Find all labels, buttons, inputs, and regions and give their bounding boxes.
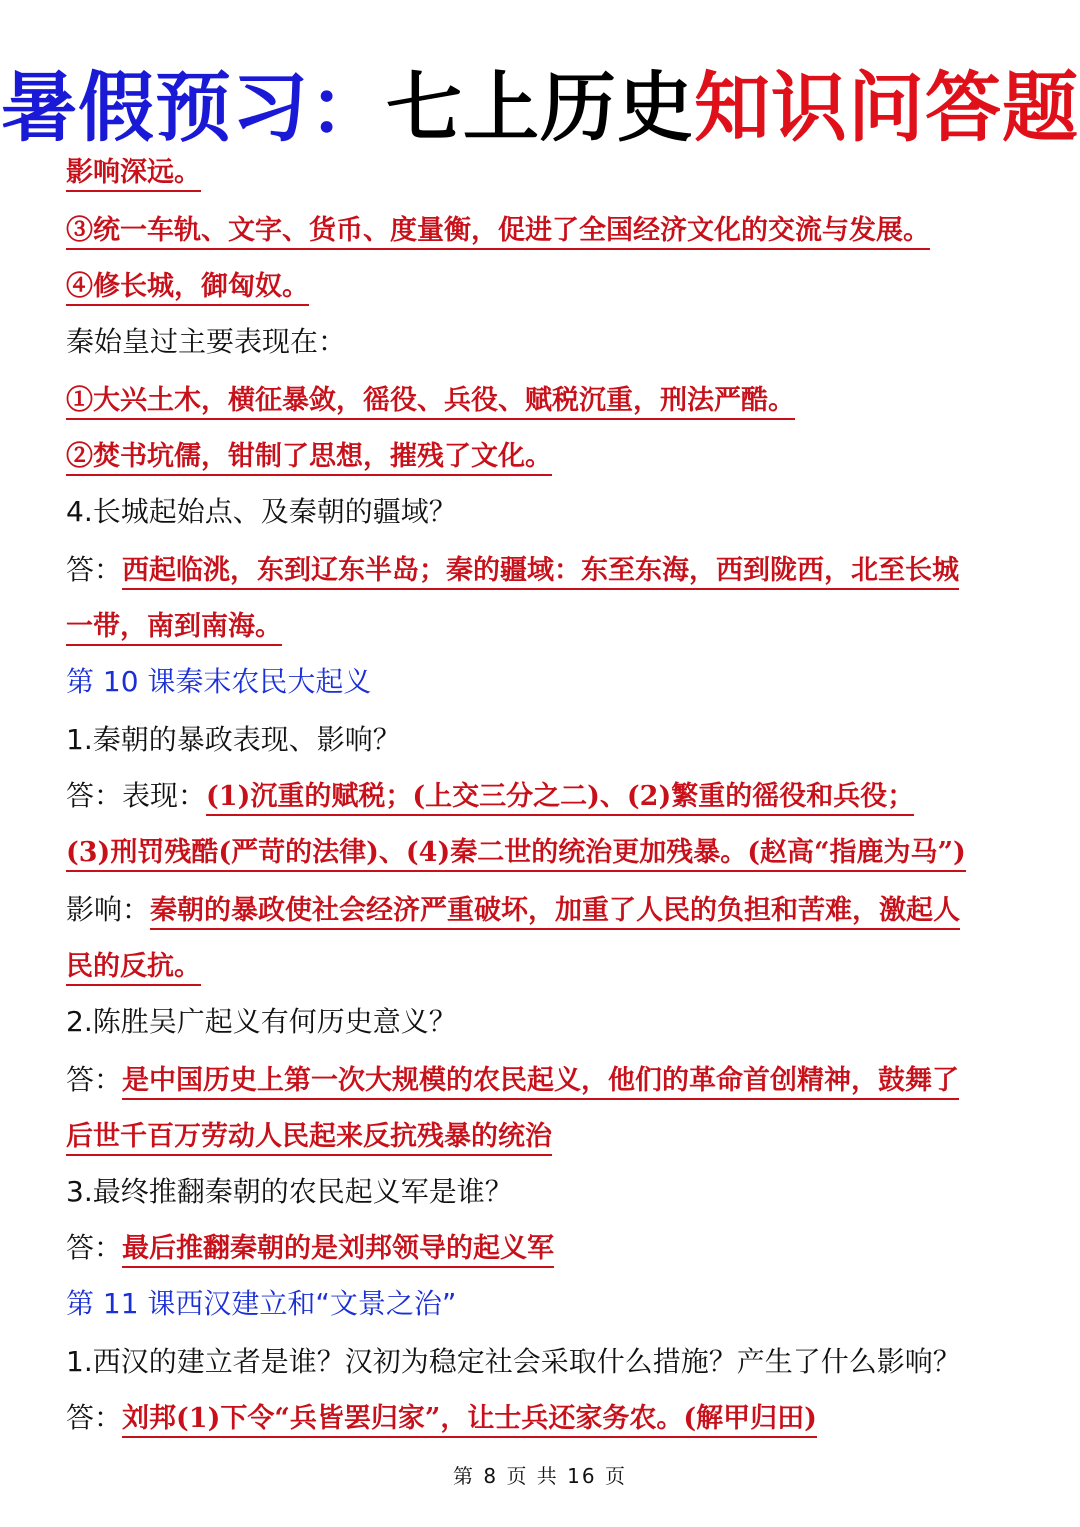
text-line (66, 152, 201, 193)
text-line (66, 380, 795, 421)
answer-text: 一带，南到南海。 (66, 611, 282, 646)
text-line: 秦始皇过主要表现在： (66, 325, 347, 358)
text-line (66, 436, 552, 477)
title-part-red: 知识问答题 (694, 63, 1079, 152)
answer-text: ①大兴土木，横征暴敛，徭役、兵役、赋税沉重，刑法严酷。 (66, 385, 795, 420)
text-line (66, 946, 201, 987)
answer-text: 是中国历史上第一次大规模的农民起义，他们的革命首创精神，鼓舞了 (122, 1065, 959, 1100)
answer-line (66, 1060, 959, 1101)
answer-prefix: 答：表现： (66, 779, 207, 812)
question-line: 4.长城起始点、及秦朝的疆域？ (66, 495, 457, 528)
text-line (66, 606, 282, 647)
answer-text: (3)刑罚残酷(严苛的法律)、(4)秦二世的统治更加残暴。(赵高“指鹿为马”) (66, 837, 966, 872)
page-title (0, 58, 1080, 158)
title-part-blue: 暑假预习： (1, 63, 386, 152)
answer-line (66, 550, 959, 591)
question-line: 3.最终推翻秦朝的农民起义军是谁？ (66, 1175, 513, 1208)
answer-prefix: 答： (66, 553, 123, 586)
answer-text: 秦朝的暴政使社会经济严重破坏，加重了人民的负担和苦难，激起人 (150, 895, 960, 930)
question-line: 2.陈胜吴广起义有何历史意义？ (66, 1005, 457, 1038)
answer-line (66, 1398, 817, 1439)
answer-prefix: 答： (66, 1401, 123, 1434)
answer-text: 最后推翻秦朝的是刘邦领导的起义军 (122, 1233, 554, 1268)
answer-text: ②焚书坑儒，钳制了思想，摧残了文化。 (66, 441, 552, 476)
lesson-heading: 第 11 课西汉建立和“文景之治” (66, 1287, 457, 1320)
answer-prefix: 答： (66, 1231, 123, 1264)
text-line (66, 210, 930, 251)
question-line: 1.秦朝的暴政表现、影响？ (66, 723, 401, 756)
lesson-heading: 第 10 课秦末农民大起义 (66, 665, 372, 698)
answer-line (66, 776, 914, 817)
answer-text: 刘邦(1)下令“兵皆罢归家”，让士兵还家务农。(解甲归田) (122, 1403, 817, 1438)
text-line (66, 1116, 552, 1157)
answer-text: ④修长城，御匈奴。 (66, 271, 309, 306)
answer-text: (1)沉重的赋税；(上交三分之二)、(2)繁重的徭役和兵役； (206, 781, 914, 816)
answer-text: 影响深远。 (66, 157, 201, 192)
page-footer: 第 8 页 共 16 页 (453, 1464, 627, 1488)
answer-text: 西起临洮，东到辽东半岛；秦的疆域：东至东海，西到陇西，北至长城 (122, 555, 959, 590)
title-part-black: 七上历史 (386, 63, 694, 152)
answer-text: 后世千百万劳动人民起来反抗残暴的统治 (66, 1121, 552, 1156)
text-line (66, 266, 309, 307)
answer-text: ③统一车轨、文字、货币、度量衡，促进了全国经济文化的交流与发展。 (66, 215, 930, 250)
answer-prefix: 影响： (66, 893, 151, 926)
answer-prefix: 答： (66, 1063, 123, 1096)
answer-line (66, 1228, 554, 1269)
answer-line (66, 890, 960, 931)
text-line (66, 832, 966, 873)
answer-text: 民的反抗。 (66, 951, 201, 986)
question-line: 1.西汉的建立者是谁？汉初为稳定社会采取什么措施？产生了什么影响？ (66, 1345, 961, 1378)
